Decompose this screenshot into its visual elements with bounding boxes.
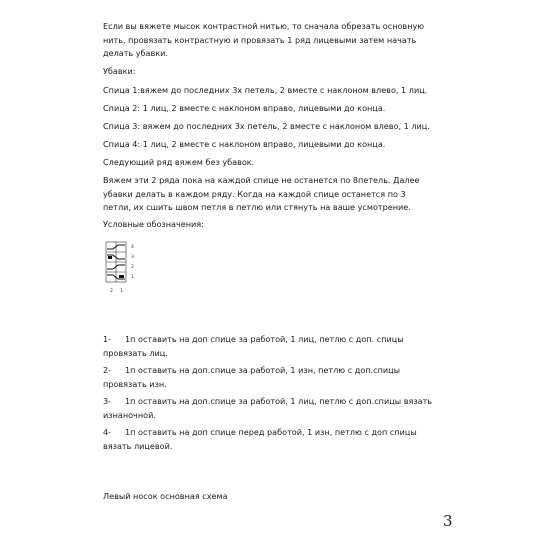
legend-item-number: 4-: [103, 427, 112, 437]
row-number-2: 2: [131, 265, 134, 270]
chart-caption: Левый носок основная схема: [103, 491, 228, 501]
legend-item-number: 3-: [103, 396, 112, 406]
needle-4-instruction: Спица 4: 1 лиц, 2 вместе с наклоном вправо, лицевыми до конца.: [103, 139, 386, 149]
legend-item-text: 1п оставить на доп спице за работой, 1 лиц, петлю с доп. спицы провязать лиц.: [103, 334, 404, 358]
legend-item: [103, 333, 433, 360]
row-number-1: 1: [131, 275, 134, 280]
legend-item-number: 2-: [103, 365, 112, 375]
purl-fill-row-1-icon: [119, 275, 124, 278]
row-number-3: 3: [131, 255, 134, 260]
legend-item: [103, 395, 433, 422]
next-row-instruction: Следующий ряд вяжем без убавок.: [103, 157, 255, 167]
legend-heading: Условные обозначения:: [103, 219, 204, 229]
col-number-1: 1: [120, 289, 123, 294]
needle-3-instruction: Спица 3: вяжем до последних 3х петель, 2 вместе с наклоном влево, 1 лиц.: [103, 121, 430, 131]
legend-item: [103, 426, 433, 453]
needle-1-instruction: Спица 1:вяжем до последних 3х петель, 2 вместе с наклоном влево, 1 лиц.: [103, 85, 428, 95]
intro-paragraph: Если вы вяжете мысок контрастной нитью, то сначала обрезать основную нить, провязать контрастную и провязать 1 ряд лицевыми затем начать делать убавки.: [103, 21, 425, 59]
page-number: 3: [443, 512, 453, 530]
legend-item: [103, 364, 433, 391]
legend-item-number: 1-: [103, 334, 112, 344]
legend-item-text: 1п оставить на доп спице перед работой, 1 изн, петлю с доп спицы вязать лицевой.: [103, 427, 417, 451]
row-number-4: 4: [131, 245, 134, 250]
col-number-2: 2: [110, 289, 113, 294]
finishing-paragraph: Вяжем эти 2 ряда пока на каждой спице не останется по 8петель. Далее убавки делать в каждом ряду. Когда на каждой спице останется по 3 петли, их сшить швом петля в петлю или стянуть на ваше усмотрение.: [103, 175, 420, 213]
needle-2-instruction: Спица 2: 1 лиц, 2 вместе с наклоном вправо, лицевыми до конца.: [103, 103, 386, 113]
decreases-heading: Убавки:: [103, 66, 136, 76]
purl-fill-row-3-icon: [108, 256, 112, 259]
legend-item-text: 1п оставить на доп.спице за работой, 1 лиц, петлю с доп.спицы вязать изнаночной.: [103, 396, 433, 420]
legend-item-text: 1п оставить на доп.спице за работой, 1 изн, петлю с доп.спицы провязать изн.: [103, 365, 401, 389]
symbol-legend-chart: [104, 240, 144, 300]
